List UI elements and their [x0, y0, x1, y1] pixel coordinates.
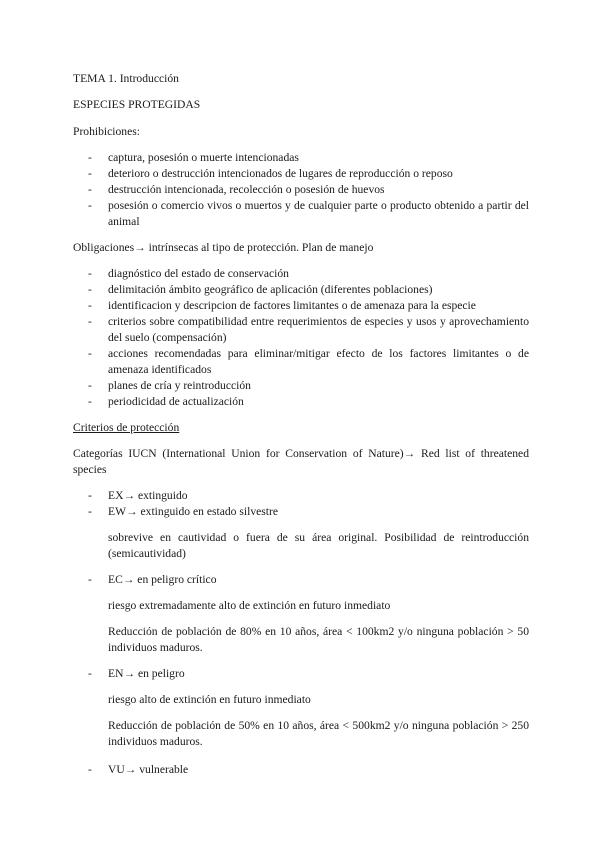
section-heading: ESPECIES PROTEGIDAS [73, 98, 201, 111]
bullet-dash: - [88, 347, 92, 360]
bullet-dash: - [88, 489, 92, 502]
obligacion-item: identificacion y descripcion de factores limitantes o de amenaza para la especie [108, 299, 476, 312]
obligacion-item: acciones recomendadas para eliminar/mitigar efecto de los factores limitantes o de amenaza identificados [108, 347, 529, 376]
bullet-dash: - [88, 183, 92, 196]
category-detail: Reducción de población de 50% en 10 años, área < 500km2 y/o ninguna población > 250 individuos maduros. [108, 719, 529, 748]
prohibicion-item: destrucción intencionada, recolección o posesión de huevos [108, 183, 385, 196]
obligacion-item: diagnóstico del estado de conservación [108, 267, 289, 280]
prohibicion-item: deterioro o destrucción intencionados de lugares de reproducción o reposo [108, 167, 453, 180]
obligacion-item: planes de cría y reintroducción [108, 379, 251, 392]
bullet-dash: - [88, 299, 92, 312]
bullet-dash: - [88, 199, 92, 212]
obligacion-item: periodicidad de actualización [108, 395, 244, 408]
bullet-dash: - [88, 151, 92, 164]
bullet-dash: - [88, 167, 92, 180]
document-title: TEMA 1. Introducción [73, 72, 179, 85]
category-ew: EW→ extinguido en estado silvestre [108, 505, 279, 518]
obligaciones-label: Obligaciones→ intrínsecas al tipo de protección. Plan de manejo [73, 241, 374, 254]
bullet-dash: - [88, 667, 92, 680]
bullet-dash: - [88, 283, 92, 296]
category-ec: EC→ en peligro crítico [108, 573, 217, 586]
category-detail: Reducción de población de 80% en 10 años, área < 100km2 y/o ninguna población > 50 individuos maduros. [108, 625, 529, 654]
iucn-intro: Categorías IUCN (International Union for Conservation of Nature)→ Red list of threatened species [73, 447, 529, 476]
bullet-dash: - [88, 267, 92, 280]
prohibicion-item: posesión o comercio vivos o muertos y de cualquier parte o producto obtenido a partir del animal [108, 199, 529, 228]
bullet-dash: - [88, 379, 92, 392]
prohibiciones-label: Prohibiciones: [73, 125, 140, 138]
category-ex: EX→ extinguido [108, 489, 188, 502]
category-detail: sobrevive en cautividad o fuera de su área original. Posibilidad de reintroducción (semicautividad) [108, 531, 529, 560]
category-detail: riesgo extremadamente alto de extinción en futuro inmediato [108, 599, 391, 612]
bullet-dash: - [88, 573, 92, 586]
bullet-dash: - [88, 315, 92, 328]
obligacion-item: criterios sobre compatibilidad entre requerimientos de especies y usos y aprovechamiento del suelo (compensación) [108, 315, 529, 344]
bullet-dash: - [88, 763, 92, 776]
category-detail: riesgo alto de extinción en futuro inmediato [108, 693, 311, 706]
prohibicion-item: captura, posesión o muerte intencionadas [108, 151, 299, 164]
category-en: EN→ en peligro [108, 667, 185, 680]
category-vu: VU→ vulnerable [108, 763, 189, 776]
bullet-dash: - [88, 505, 92, 518]
criterios-heading: Criterios de protección [73, 421, 180, 434]
obligacion-item: delimitación ámbito geográfico de aplicación (diferentes poblaciones) [108, 283, 433, 296]
bullet-dash: - [88, 395, 92, 408]
